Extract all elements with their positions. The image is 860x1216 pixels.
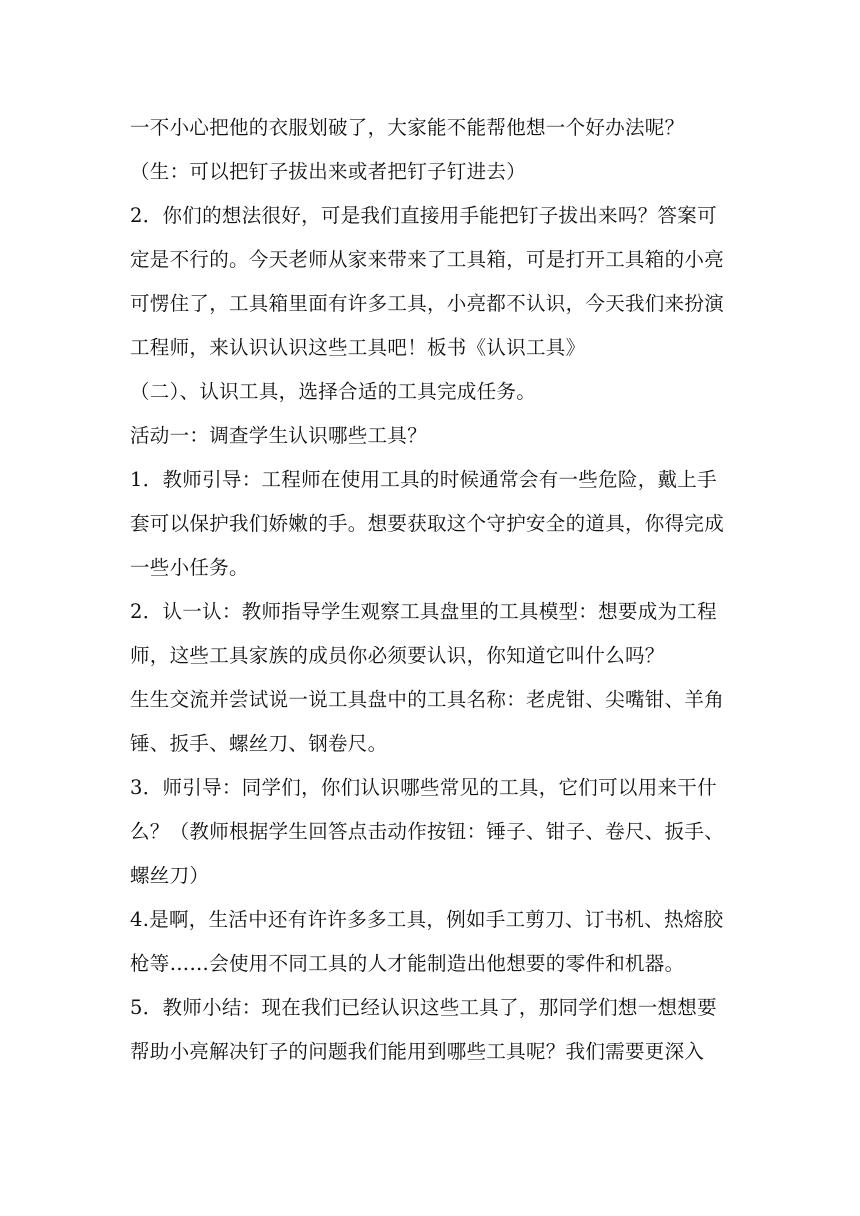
text-line: 可愣住了，工具箱里面有许多工具，小亮都不认识，今天我们来扮演	[130, 292, 725, 315]
text-line: 定是不行的。今天老师从家来带来了工具箱，可是打开工具箱的小亮	[130, 248, 725, 271]
text-line: 锤、扳手、螺丝刀、钢卷尺。	[130, 732, 388, 755]
text-line: 1．教师引导：工程师在使用工具的时候通常会有一些危险，戴上手	[130, 468, 717, 491]
text-line: 帮助小亮解决钉子的问题我们能用到哪些工具呢？我们需要更深入	[130, 1040, 705, 1063]
text-line: 4.是啊，生活中还有许许多多工具，例如手工剪刀、订书机、热熔胶	[130, 908, 724, 931]
text-line: 工程师，来认识认识这些工具吧！板书《认识工具》	[130, 336, 586, 359]
activity-heading: 活动一：调查学生认识哪些工具？	[130, 424, 428, 447]
text-line: （生：可以把钉子拔出来或者把钉子钉进去）	[130, 160, 527, 183]
section-heading: （二）、认识工具，选择合适的工具完成任务。	[130, 380, 537, 403]
text-line: 一些小任务。	[130, 556, 249, 579]
text-line: 3．师引导：同学们，你们认识哪些常见的工具，它们可以用来干什	[130, 776, 717, 799]
text-line: 师，这些工具家族的成员你必须要认识，你知道它叫什么吗？	[130, 644, 665, 667]
text-line: 生生交流并尝试说一说工具盘中的工具名称：老虎钳、尖嘴钳、羊角	[130, 688, 725, 711]
text-line: 一不小心把他的衣服划破了，大家能不能帮他想一个好办法呢？	[130, 116, 685, 139]
text-line: 2．认一认：教师指导学生观察工具盘里的工具模型：想要成为工程	[130, 600, 717, 623]
text-line: 螺丝刀）	[130, 864, 210, 887]
text-line: 么？（教师根据学生回答点击动作按钮：锤子、钳子、卷尺、扳手、	[130, 820, 725, 843]
text-line: 5．教师小结：现在我们已经认识这些工具了，那同学们想一想想要	[130, 996, 717, 1019]
text-line: 2．你们的想法很好，可是我们直接用手能把钉子拔出来吗？答案可	[130, 204, 717, 227]
text-line: 枪等……会使用不同工具的人才能制造出他想要的零件和机器。	[130, 952, 685, 975]
document-body	[130, 110, 736, 1070]
text-line: 套可以保护我们娇嫩的手。想要获取这个守护安全的道具，你得完成	[130, 512, 725, 535]
